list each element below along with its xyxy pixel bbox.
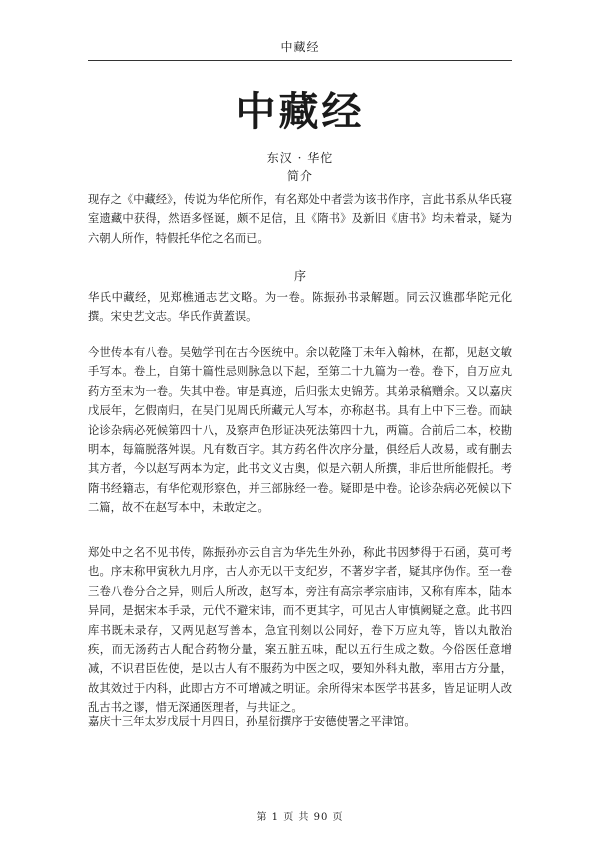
preface-heading: 序 xyxy=(293,269,306,283)
intro-paragraph: 现存之《中藏经》，传说为华佗所作，有名郑处中者尝为该书作序，言此书系从华氏寝室遗藏中获得，然语多怪诞，颇不足信，且《隋书》及新旧《唐书》均未着录，疑为六朝人所作，特假托华佗之名而已。 xyxy=(88,193,512,245)
section-subtitle: 简介 xyxy=(286,169,313,183)
preface-paragraph-1: 华氏中藏经，见郑樵通志艺文略。为一卷。陈振孙书录解题。同云汉谯郡华陀元化撰。宋史艺文志。华氏作黄蓋误。 xyxy=(88,291,512,324)
preface-signature: 嘉庆十三年太岁戊辰十月四日，孙星衍撰序于安德使署之平津馆。 xyxy=(88,715,416,728)
document-title: 中藏经 xyxy=(235,88,365,135)
page-footer: 第 1 页 共 90 页 xyxy=(256,812,344,823)
header-rule xyxy=(88,60,512,61)
running-header: 中藏经 xyxy=(280,40,320,54)
preface-paragraph-2: 今世传本有八卷。吴勉学刊在古今医统中。余以乾隆丁未年入翰林，在都，见赵文敏手写本。卷上，自第十篇性忌则脉急以下起，至第二十九篇为一卷。卷下，自万应丸药方至末为一卷。失其中卷。审是真迹，后归张太史锦芳。其弟录稿赠余。又以嘉庆戊辰年，乞假南归，在吴门见周氏所藏元人写本，亦称赵书。具有上中下三卷。而缺论诊杂病必死候第四十八，及察声色形证决死法第四十九，两篇。合前后二本，校勘明本，每篇脱落舛误。凡有数百字。其方药名件次序分量，俱经后人改易，或有删去其方者，今以赵写两本为定，此书文义古奥，似是六朝人所撰，非后世所能假托。考隋书经籍志，有华佗观形察色，并三部脉经一卷。疑即是中卷。论诊杂病必死候以下二篇，故不在赵写本中，未敢定之。 xyxy=(88,346,512,515)
preface-paragraph-3: 郑处中之名不见书传，陈振孙亦云自言为华先生外孙，称此书因梦得于石函，莫可考也。序末称甲寅秋九月序，古人亦无以干支纪岁，不著岁字者，疑其序伪作。至一卷三卷八卷分合之异，则后人所改，赵写本，旁注有高宗孝宗庙讳，又称有库本，陆本异同，是据宋本手录，元代不避宋讳，而不更其字，可见古人审慎阙疑之意。此书四库书既未录存，又两见赵写善本，急宜刊刻以公同好，卷下万应丸等，皆以丸散治疾，而无汤药古人配合药物分量，案五脏五味，配以五行生成之数。今俗医任意增减，不识君臣佐使，是以古人有不服药为中医之叹，要知外科丸散，率用古方分量，故其效过于内科，此即古方不可增减之明证。余所得宋本医学书甚多，皆足证明人改乱古书之谬，惜无深通医理者，与共证之。 xyxy=(88,546,512,715)
author-line: 东汉 · 华佗 xyxy=(266,151,334,165)
